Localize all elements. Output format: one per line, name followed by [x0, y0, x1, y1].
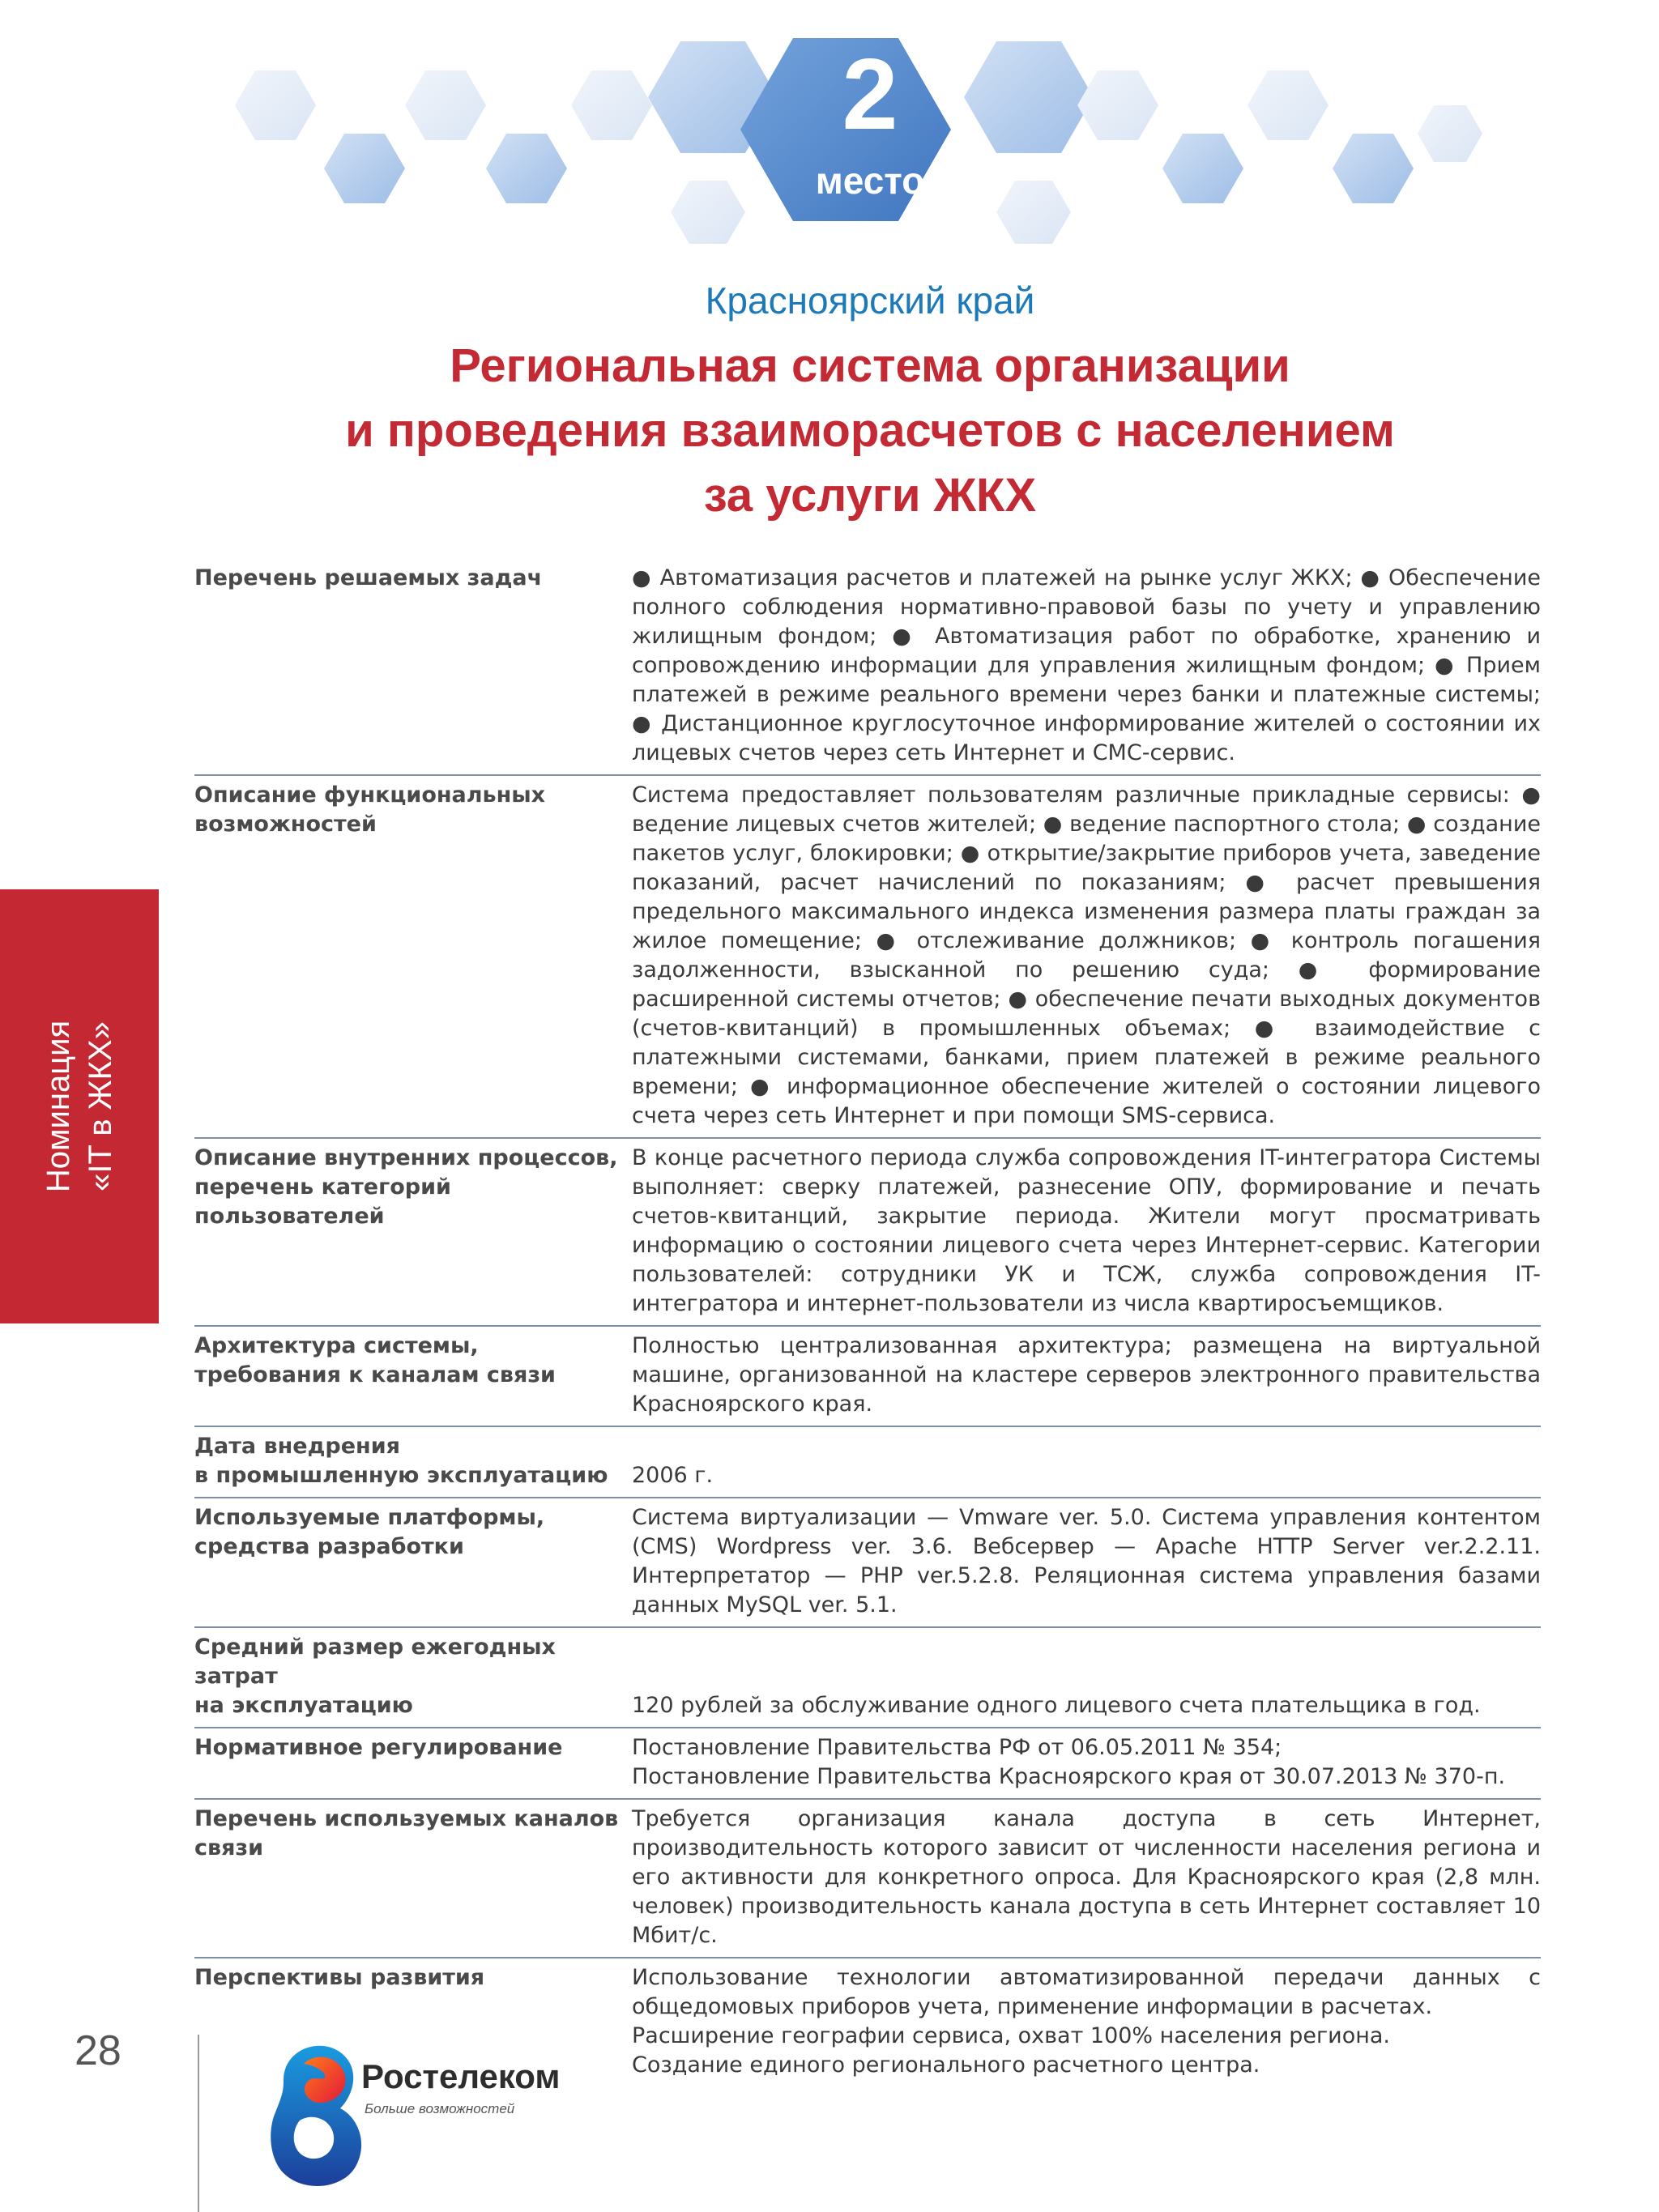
- footer-divider: [198, 2035, 199, 2212]
- row-label-line: Используемые платформы,: [194, 1505, 545, 1530]
- title-line: Региональная система организации: [450, 339, 1290, 392]
- table-row: [194, 1498, 1541, 1627]
- row-value-text: Создание единого регионального расчетного центра.: [632, 2052, 1260, 2078]
- row-label-line: Дата внедрения: [194, 1434, 400, 1459]
- row-value: [632, 1138, 1541, 1326]
- rostelecom-logo-mark: [267, 2031, 373, 2193]
- region-name: Красноярский край: [705, 279, 1035, 322]
- table-row: [194, 559, 1541, 775]
- page-title: [162, 334, 1578, 528]
- row-label-line: пользователей: [194, 1204, 385, 1229]
- logo-name: Ростелеком: [361, 2057, 561, 2095]
- row-label-line: на эксплуатацию: [194, 1693, 413, 1718]
- page-number: 28: [75, 2027, 122, 2074]
- row-label-line: связи: [194, 1835, 264, 1860]
- row-value: [632, 1627, 1541, 1728]
- table-row: [194, 1426, 1541, 1498]
- table-row: [194, 1799, 1541, 1958]
- row-label-line: перечень категорий: [194, 1174, 451, 1200]
- title-line: и проведения взаиморасчетов с населением: [345, 404, 1395, 457]
- row-value: [632, 1426, 1541, 1498]
- row-label: [194, 1627, 632, 1728]
- row-value: [632, 1799, 1541, 1958]
- row-value-text: 120 рублей за обслуживание одного лицевого счета плательщика в год.: [632, 1693, 1481, 1718]
- table-row: [194, 1138, 1541, 1326]
- row-value: [632, 559, 1541, 775]
- place-number: 2: [842, 39, 898, 151]
- row-value-text: ● Автоматизация расчетов и платежей на рынке услуг ЖКХ; ● Обеспечение полного соблюдения нормативно-правовой базы по учету и управлению жилищным фондом; ● Автоматизация работ по обработке, хранению и сопровождению информации для управления жилищным фондом; ● Прием платежей в режиме реального времени через банки и платежные системы; ● Дистанционное круглосуточное информирование жителей о состоянии их лицевых счетов через сеть Интернет и СМС-сервис.: [632, 565, 1541, 765]
- row-value-text: Требуется организация канала доступа в сеть Интернет, производительность которого зависит от численности населения региона и его активности для конкретного опроса. Для Красноярского края (2,8 млн. человек) производительность канала доступа в сеть Интернет составляет 10 Мбит/с.: [632, 1806, 1541, 1948]
- row-value-text: В конце расчетного периода служба сопровождения IT-интегратора Системы выполняет: сверку платежей, разнесение ОПУ, формирование и печать счетов-квитанций, закрытие периода. Жители могут просматривать информацию о состоянии лицевого счета через Интернет-сервис. Категории пользователей: сотрудники УК и ТСЖ, служба сопровождения IT-интегратора и интернет-пользователи из числа квартиросъемщиков.: [632, 1145, 1541, 1316]
- row-value-text: Постановление Правительства Красноярского края от 30.07.2013 № 370-п.: [632, 1764, 1506, 1789]
- row-label: [194, 1138, 632, 1326]
- nomination-line: Номинация: [41, 1020, 76, 1193]
- table-row: [194, 1326, 1541, 1426]
- row-label: [194, 1326, 632, 1426]
- row-value-text: Постановление Правительства РФ от 06.05.2011 № 354;: [632, 1735, 1282, 1760]
- table-row: [194, 1627, 1541, 1728]
- row-label-line: Архитектура системы,: [194, 1333, 479, 1358]
- row-value: [632, 1958, 1541, 2086]
- row-value: [632, 1326, 1541, 1426]
- place-label: место: [815, 160, 925, 202]
- row-label: [194, 559, 632, 775]
- row-value-text: Расширение географии сервиса, охват 100% населения региона.: [632, 2023, 1390, 2048]
- row-label: [194, 1728, 632, 1799]
- row-value: [632, 775, 1541, 1138]
- table-row: [194, 1728, 1541, 1799]
- row-value-text: Система виртуализации — Vmware ver. 5.0. Система управления контентом (CMS) Wordpress ver. 3.6. Вебсервер — Apache HTTP Server ver.2.2.11. Интерпретатор — PHP ver.5.2.8. Реляционная система управления базами данных MySQL ver. 5.1.: [632, 1505, 1541, 1617]
- row-label-line: Перспективы развития: [194, 1965, 485, 1990]
- row-label-line: средства разработки: [194, 1534, 464, 1559]
- project-info-table: [194, 559, 1541, 2086]
- nomination-line: «IT в ЖКХ»: [83, 1021, 118, 1191]
- row-label-line: Перечень используемых каналов: [194, 1806, 619, 1831]
- row-label-line: в промышленную эксплуатацию: [194, 1463, 608, 1488]
- row-label-line: Перечень решаемых задач: [194, 565, 543, 590]
- row-label-line: Описание внутренних процессов,: [194, 1145, 618, 1170]
- row-value-text: 2006 г.: [632, 1463, 714, 1488]
- row-label: [194, 1799, 632, 1958]
- row-value-text: Использование технологии автоматизированной передачи данных с общедомовых приборов учета, применение информации в расчетах.: [632, 1965, 1541, 2019]
- nomination-label: [37, 1021, 122, 1192]
- title-line: за услуги ЖКХ: [703, 469, 1037, 522]
- row-label: [194, 1498, 632, 1627]
- row-label: [194, 775, 632, 1138]
- row-label-line: Нормативное регулирование: [194, 1735, 563, 1760]
- nomination-side-tab: [0, 889, 159, 1323]
- row-value: [632, 1728, 1541, 1799]
- row-label-line: возможностей: [194, 812, 377, 837]
- row-value-text: Система предоставляет пользователям различные прикладные сервисы: ● ведение лицевых счетов жителей; ● ведение паспортного стола; ● создание пакетов услуг, блокировки; ● открытие/закрытие приборов учета, заведение показаний, расчет начислений по показаниям; ● расчет превышения предельного максимального индекса изменения размера платы граждан за жилое помещение; ● отслеживание должников; ● контроль погашения задолженности, взысканной по решению суда; ● формирование расширенной системы отчетов; ● обеспечение печати выходных документов (счетов-квитанций) в промышленных объемах; ● взаимодействие с платежными системами, банками, прием платежей в режиме реального времени; ● информационное обеспечение жителей о состоянии лицевого счета через сеть Интернет и при помощи SMS-сервиса.: [632, 782, 1541, 1128]
- row-value-text: Полностью централизованная архитектура; размещена на виртуальной машине, организованной на кластере серверов электронного правительства Красноярского края.: [632, 1333, 1541, 1417]
- table-row: [194, 775, 1541, 1138]
- row-label-line: Средний размер ежегодных затрат: [194, 1634, 556, 1689]
- logo-slogan: Больше возможностей: [365, 2101, 515, 2116]
- row-label-line: Описание функциональных: [194, 782, 546, 808]
- row-label-line: требования к каналам связи: [194, 1362, 556, 1387]
- row-label: [194, 1426, 632, 1498]
- row-value: [632, 1498, 1541, 1627]
